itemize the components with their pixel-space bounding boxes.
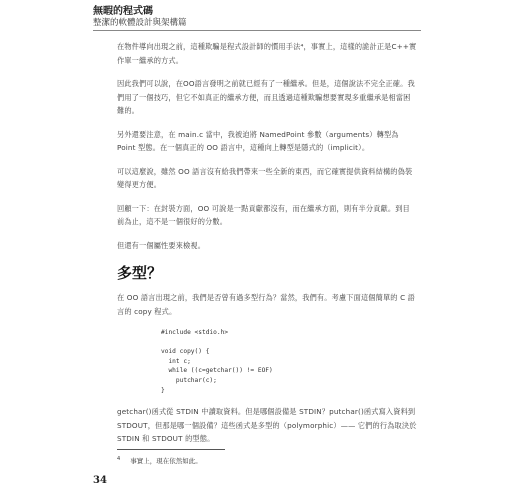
footnote-divider xyxy=(117,449,225,450)
header-divider xyxy=(93,30,421,31)
code-line: while ((c=getchar()) != EOF) xyxy=(161,367,273,375)
book-title: 無暇的程式碼 xyxy=(93,6,153,17)
paragraph: 回顧一下：在封裝方面，OO 可說是一點貢獻都沒有，而在繼承方面，則有半分貢獻。到目前為止，這不是一個很好的分數。 xyxy=(117,203,410,226)
paragraph: 因此我們可以說，在OO語言發明之前就已經有了一種繼承。但是，這個說法不完全正確。我們用了一個技巧，但它不如真正的繼承方便，而且透過這種欺騙想要實現多重繼承是相當困難的。 xyxy=(117,79,415,115)
code-line: void copy() { xyxy=(161,348,210,356)
paragraph: 在物件導向出現之前，這種欺騙是程式設計師的慣用手法⁴，事實上，這樣的詭計正是C++實作單一繼承的方式。 xyxy=(117,42,417,65)
section-intro: 在 OO 語言出現之前，我們是否曾有過多型行為？當然，我們有。考慮下面這個簡單的 C 語言的 copy 程式。 xyxy=(117,293,416,316)
closing-paragraph: getchar()函式從 STDIN 中讀取資料。但是哪個設備是 STDIN？putchar()函式寫入資料到 STDOUT，但那是哪一個設備？這些函式是多型的（polymorphic）—— 它們的行為取決於 STDIN 和 STDOUT 的型態。 xyxy=(117,407,417,444)
footnote-number: 4 xyxy=(117,456,121,462)
code-line: } xyxy=(161,386,165,394)
code-line: #include <stdio.h> xyxy=(161,329,229,336)
paragraph: 可以這麼說，雖然 OO 語言沒有給我們帶來一些全新的東西，而它確實提供資料結構的偽裝變得更方便。 xyxy=(117,166,413,189)
code-block xyxy=(161,328,417,395)
footnote-text: 事實上，現在依然如此。 xyxy=(130,457,202,465)
paragraph: 但還有一個屬性要來檢視。 xyxy=(117,240,206,250)
paragraph: 另外還要注意，在 main.c 當中，我被迫將 NamedPoint 參數（arguments）轉型為 Point 型態。在一個真正的 OO 語言中，這種向上轉型是隱式的（implicit）。 xyxy=(117,129,399,152)
code-line: putchar(c); xyxy=(161,376,217,384)
page-number: 34 xyxy=(93,475,107,486)
running-header xyxy=(93,6,187,29)
page-body xyxy=(117,40,417,456)
section-heading: 多型？ xyxy=(117,264,163,282)
code-line: int c; xyxy=(161,357,191,365)
footnote xyxy=(117,456,202,465)
book-subtitle: 整潔的軟體設計與架構篇 xyxy=(93,18,187,28)
